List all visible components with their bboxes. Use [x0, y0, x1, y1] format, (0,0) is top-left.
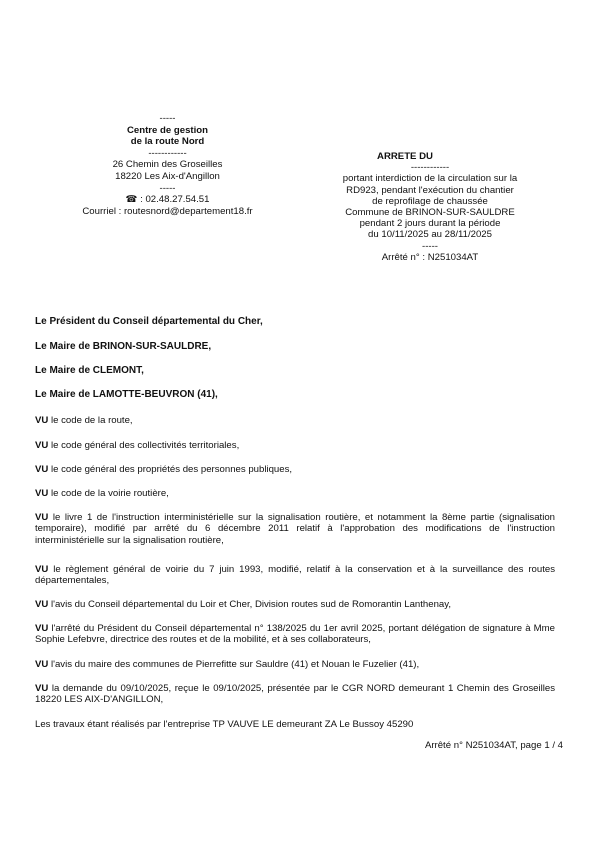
visa-paragraph — [35, 464, 555, 475]
visa-paragraph — [35, 512, 555, 546]
visa-paragraph — [35, 488, 555, 499]
visa-paragraph — [35, 440, 555, 451]
visa-vu-label: VU — [35, 488, 49, 499]
decree-title: ARRETE DU — [377, 151, 433, 162]
address-line-2: 18220 Les Aix-d'Angillon — [115, 170, 220, 182]
left-header — [60, 113, 275, 217]
visa-text: la demande du 09/10/2025, reçue le 09/10/2025, présentée par le CGR NORD demeurant 1 Chemin des Groseilles 18220 LES AIX-D'ANGILLON, — [35, 683, 555, 706]
org-name-line-2: de la route Nord — [130, 136, 205, 148]
phone-number: ☎ : 02.48.27.54.51 — [125, 194, 210, 206]
visa-text: l'arrêté du Président du Conseil départemental n° 138/2025 du 1er avril 2025, portant délégation de signature à Mme Sophie Lefebvre, directrice des routes et de la mobilité, et à ses collaborateurs, — [35, 623, 555, 646]
visa-text: l'avis du Conseil départemental du Loir et Cher, Division routes sud de Romorantin Lanthenay, — [48, 599, 452, 610]
visa-text: le code général des collectivités territoriales, — [48, 440, 240, 451]
addressee-4: Le Maire de LAMOTTE-BEUVRON (41), — [35, 389, 218, 400]
decree-subject-line-5: pendant 2 jours durant la période — [359, 218, 501, 230]
visa-vu-label: VU — [35, 623, 49, 634]
visa-vu-label: VU — [35, 659, 49, 670]
visa-vu-label: VU — [35, 683, 49, 694]
visa-text: le code de la voirie routière, — [48, 488, 169, 499]
org-name-line-1: Centre de gestion — [126, 124, 209, 136]
decree-subject-line-6: du 10/11/2025 au 28/11/2025 — [368, 229, 492, 241]
addressee-2: Le Maire de BRINON-SUR-SAULDRE, — [35, 341, 212, 352]
separator: ----- — [159, 113, 176, 124]
visa-vu-label: VU — [35, 440, 49, 451]
email-address: Courriel : routesnord@departement18.fr — [82, 205, 253, 217]
separator: ----- — [422, 240, 438, 252]
addressee-1: Le Président du Conseil départemental du Cher, — [35, 316, 263, 327]
right-header — [315, 151, 545, 263]
address-line-1: 26 Chemin des Groseilles — [112, 159, 223, 171]
visa-vu-label: VU — [35, 599, 49, 610]
visa-vu-label: VU — [35, 564, 49, 575]
separator: ----- — [159, 182, 176, 194]
page-footer: Arrêté n° N251034AT, page 1 / 4 — [424, 740, 563, 751]
decree-subject-line-2: RD923, pendant l'exécution du chantier — [346, 184, 514, 196]
visa-paragraph — [35, 683, 555, 706]
decree-subject-line-3: de reprofilage de chaussée — [372, 195, 488, 207]
visa-text: le code de la route, — [48, 415, 133, 426]
visa-paragraph — [35, 415, 555, 426]
visa-vu-label: VU — [35, 415, 49, 426]
visa-text: le code général des propriétés des personnes publiques, — [48, 464, 293, 475]
separator: ------------ — [410, 162, 450, 174]
visa-paragraph — [35, 564, 555, 587]
separator: ------------ — [148, 147, 187, 159]
visa-text: le livre 1 de l'instruction interministérielle sur la signalisation routière, et notamment la 8ème partie (signalisation temporaire), modifié par arrêté du 6 décembre 2011 relatif à l'approbation des modifications de l'instruction interministérielle sur la signalisation routière, — [35, 512, 555, 546]
addressee-3: Le Maire de CLEMONT, — [35, 365, 144, 376]
visa-paragraph — [35, 659, 555, 670]
visa-paragraph — [35, 623, 555, 646]
decree-subject-line-4: Commune de BRINON-SUR-SAULDRE — [345, 207, 515, 219]
visa-paragraph — [35, 599, 555, 610]
decree-subject-line-1: portant interdiction de la circulation sur la — [342, 173, 518, 185]
decree-number: Arrêté n° : N251034AT — [381, 251, 479, 263]
visa-text: l'avis du maire des communes de Pierrefitte sur Sauldre (41) et Nouan le Fuzelier (41), — [48, 659, 420, 670]
visa-vu-label: VU — [35, 464, 49, 475]
visa-text: le règlement général de voirie du 7 juin 1993, modifié, relatif à la conservation et à la surveillance des routes départementales, — [35, 564, 555, 587]
visa-vu-label: VU — [35, 512, 49, 523]
works-statement: Les travaux étant réalisés par l'entreprise TP VAUVE LE demeurant ZA Le Bussoy 45290 — [35, 719, 414, 730]
